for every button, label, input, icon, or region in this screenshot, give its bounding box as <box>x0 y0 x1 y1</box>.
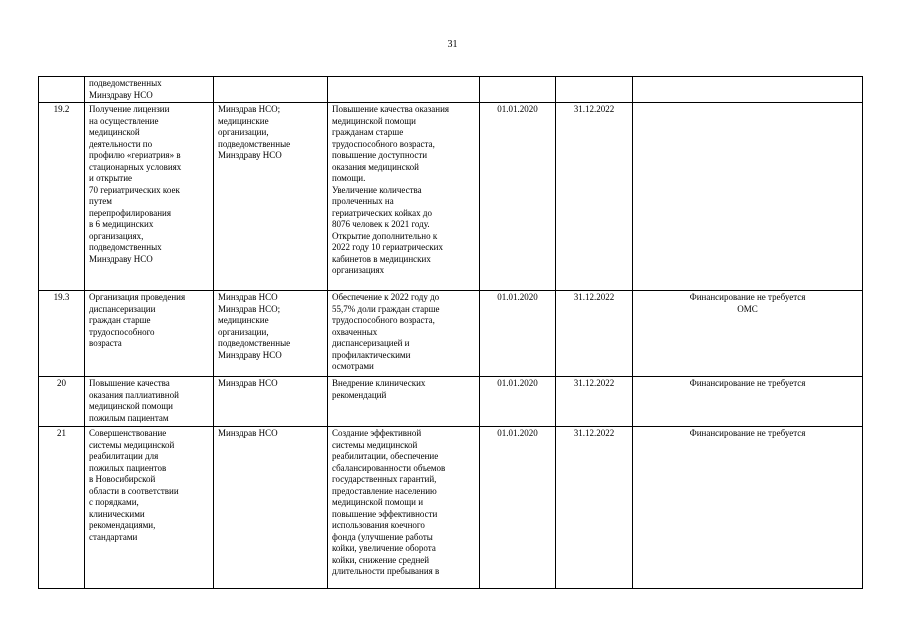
cell-event-line: медицинской помощи <box>89 401 173 411</box>
cell-event <box>85 291 214 377</box>
cell-result-line: охваченных <box>332 326 378 337</box>
cell-result <box>328 291 480 377</box>
cell-financing-line: Финансирование не требуется <box>689 428 806 438</box>
cell-result-line: 2022 году 10 гериатрических <box>332 242 443 252</box>
cell-executor-line: Минздрав НСО <box>218 378 278 388</box>
cell-event-line: путем <box>89 196 112 206</box>
cell-start-date: 01.01.2020 <box>480 427 556 589</box>
cell-event <box>85 377 214 427</box>
cell-result-line: Открытие дополнительно к <box>332 230 438 241</box>
cell-event-line: медицинской <box>89 127 140 137</box>
cell-executor <box>214 427 328 589</box>
cell-executor-line: Минздрав НСО <box>218 292 278 302</box>
cell-result-line: Внедрение клинических <box>332 378 426 388</box>
table-row <box>39 291 863 377</box>
cell-executor-line: подведомственные <box>218 338 291 348</box>
cell-start-date: 01.01.2020 <box>480 291 556 377</box>
cell-result-line: медицинской помощи и <box>332 497 424 507</box>
cell-executor-line: медицинские <box>218 315 269 325</box>
cell-end-date: 31.12.2022 <box>556 427 633 589</box>
cell-event-line: рекомендациями, <box>89 520 156 530</box>
cell-event-line: пожилым пациентам <box>89 412 169 423</box>
cell-event-line: Минздраву НСО <box>89 253 153 264</box>
cell-result-line: Повышение качества оказания <box>332 104 450 114</box>
cell-result-line: кабинетов в медицинских <box>332 253 431 264</box>
cell-result-line: Создание эффективной <box>332 428 422 438</box>
cell-event-line: области в соответствии <box>89 485 179 496</box>
cell-executor-line: медицинские <box>218 115 269 126</box>
cell-result-line: рекомендаций <box>332 389 387 400</box>
cell-executor-line: подведомственные <box>218 138 291 149</box>
table-row <box>39 427 863 589</box>
cell-executor-line: организации, <box>218 127 269 137</box>
table-row <box>39 77 863 103</box>
cell-end-date: 31.12.2022 <box>556 291 633 377</box>
cell-end-date: 31.12.2022 <box>556 103 633 291</box>
cell-result-line: койки, снижение средней <box>332 554 430 565</box>
cell-result-line: длительности пребывания в <box>332 566 440 576</box>
cell-event-line: подведомственных <box>89 78 162 88</box>
cell-event-line: системы медицинской <box>89 439 175 450</box>
cell-financing <box>633 77 863 103</box>
cell-financing <box>633 103 863 291</box>
cell-result-line: системы медицинской <box>332 439 418 450</box>
cell-event-line: в 6 медицинских <box>89 219 154 229</box>
cell-result-line: сбалансированности объемов <box>332 462 446 473</box>
cell-event-line: граждан старше <box>89 315 151 325</box>
cell-result-line: койки, увеличение оборота <box>332 543 436 553</box>
cell-financing <box>633 291 863 377</box>
cell-event-line: подведомственных <box>89 242 162 252</box>
cell-result-line: предоставление населению <box>332 485 437 496</box>
cell-financing-line: ОМС <box>737 303 758 314</box>
cell-financing-line: Финансирование не требуется <box>689 292 806 302</box>
cell-event <box>85 77 214 103</box>
cell-event-line: Совершенствование <box>89 428 167 438</box>
cell-event-line: и открытие <box>89 173 133 183</box>
cell-result <box>328 77 480 103</box>
cell-event-line: клиническими <box>89 508 145 519</box>
cell-event-line: с порядками, <box>89 497 139 507</box>
cell-end-date: 31.12.2022 <box>556 377 633 427</box>
cell-result-line: 8076 человек к 2021 году. <box>332 219 430 229</box>
cell-result-line: повышение эффективности <box>332 508 438 519</box>
cell-result-line: повышение доступности <box>332 150 428 160</box>
cell-result-line: помощи. <box>332 173 366 183</box>
cell-event-line: перепрофилирования <box>89 207 171 218</box>
table-row <box>39 103 863 291</box>
cell-number <box>39 77 85 103</box>
cell-event-line: Минздраву НСО <box>89 89 153 100</box>
cell-start-date <box>480 77 556 103</box>
cell-result-line: фонда (улучшение работы <box>332 531 433 542</box>
cell-event-line: стационарных условиях <box>89 161 182 172</box>
cell-event-line: организациях, <box>89 230 144 241</box>
cell-event-line: 70 гериатрических коек <box>89 184 180 195</box>
cell-result-line: медицинской помощи <box>332 115 416 126</box>
cell-event-line: стандартами <box>89 531 138 542</box>
cell-result-line: организациях <box>332 265 385 275</box>
cell-event-line: Организация проведения <box>89 292 186 302</box>
cell-executor <box>214 291 328 377</box>
cell-event-line: Получение лицензии <box>89 104 170 114</box>
cell-event-line: возраста <box>89 338 122 348</box>
cell-start-date: 01.01.2020 <box>480 103 556 291</box>
cell-executor-line: Минздрав НСО; <box>218 303 281 314</box>
cell-executor-line: Минздрав НСО; <box>218 104 281 114</box>
cell-event-line: диспансеризации <box>89 303 156 314</box>
cell-event-line: на осуществление <box>89 115 159 126</box>
cell-number: 19.3 <box>39 291 85 377</box>
cell-result-line: трудоспособного возраста, <box>332 315 435 325</box>
cell-number: 19.2 <box>39 103 85 291</box>
cell-executor <box>214 377 328 427</box>
cell-result-line: гражданам старше <box>332 127 404 137</box>
cell-result-line: 55,7% доли граждан старше <box>332 303 440 314</box>
cell-result <box>328 103 480 291</box>
cell-executor-line: Минздраву НСО <box>218 150 282 160</box>
cell-result-line: использования коечного <box>332 520 425 530</box>
cell-result-line: пролеченных на <box>332 196 394 206</box>
cell-executor-line: Минздраву НСО <box>218 349 282 360</box>
cell-event-line: в Новосибирской <box>89 474 156 484</box>
cell-result-line: гериатрических койках до <box>332 207 432 218</box>
cell-result-line: диспансеризацией и <box>332 338 410 348</box>
page-number: 31 <box>447 39 458 50</box>
cell-result-line: осмотрами <box>332 361 374 371</box>
cell-event-line: деятельности по <box>89 138 153 149</box>
cell-result <box>328 427 480 589</box>
cell-number: 21 <box>39 427 85 589</box>
cell-event-line: пожилых пациентов <box>89 462 167 473</box>
cell-executor <box>214 103 328 291</box>
cell-event-line: Повышение качества <box>89 378 170 388</box>
cell-event <box>85 103 214 291</box>
cell-result <box>328 377 480 427</box>
cell-executor-line: организации, <box>218 326 269 337</box>
cell-result-line: трудоспособного возраста, <box>332 138 435 149</box>
cell-event-line: трудоспособного <box>89 326 155 337</box>
cell-result-line: реабилитации, обеспечение <box>332 451 439 461</box>
cell-executor-line: Минздрав НСО <box>218 428 278 438</box>
cell-financing <box>633 377 863 427</box>
cell-financing <box>633 427 863 589</box>
cell-event-line: профилю «гериатрия» в <box>89 150 181 160</box>
cell-start-date: 01.01.2020 <box>480 377 556 427</box>
cell-result-line: профилактическими <box>332 349 411 360</box>
cell-number: 20 <box>39 377 85 427</box>
cell-event-line: оказания паллиативной <box>89 389 179 400</box>
cell-financing-line: Финансирование не требуется <box>689 378 806 388</box>
cell-result-line: государственных гарантий, <box>332 474 437 484</box>
measures-table <box>38 76 863 589</box>
cell-event <box>85 427 214 589</box>
cell-result-line: оказания медицинской <box>332 161 419 172</box>
cell-end-date <box>556 77 633 103</box>
cell-result-line: Увеличение количества <box>332 184 422 195</box>
cell-executor <box>214 77 328 103</box>
table-row <box>39 377 863 427</box>
cell-event-line: реабилитации для <box>89 451 159 461</box>
cell-result-line: Обеспечение к 2022 году до <box>332 292 440 302</box>
